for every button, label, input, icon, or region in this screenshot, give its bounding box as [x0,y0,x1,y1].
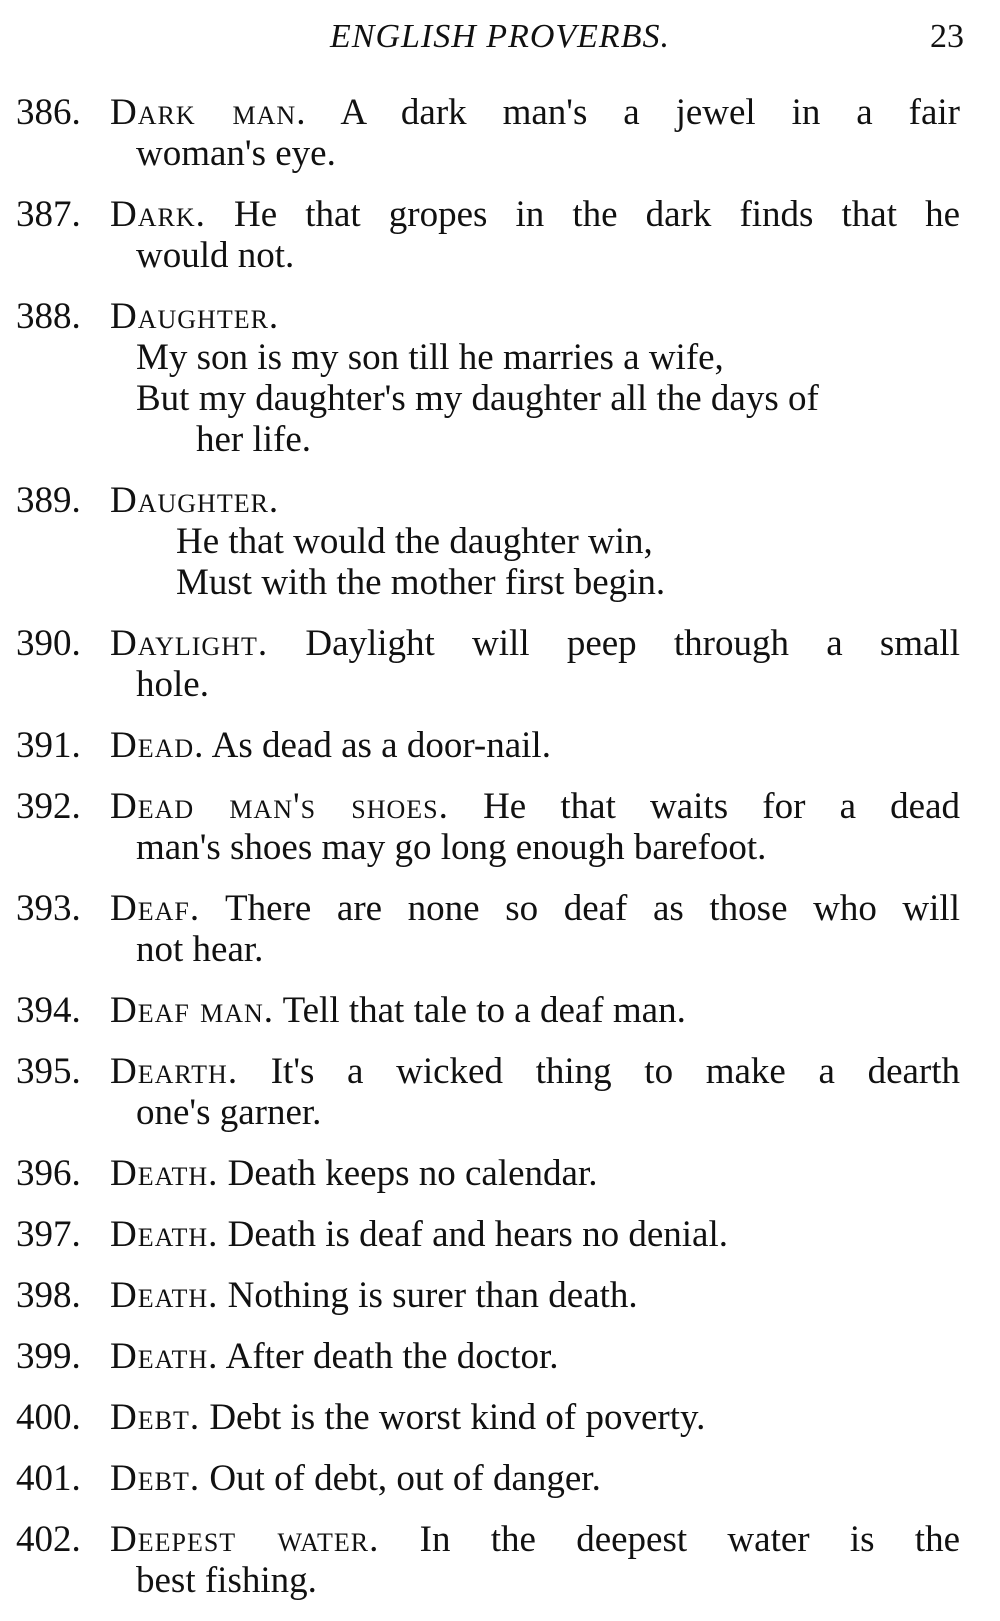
entry-first-line [110,1519,960,1560]
entry-text: After death the doctor. [225,1336,559,1377]
verse-line: her life. [196,419,312,460]
entry-keyword: Dearth. [110,1051,239,1092]
entry-keyword: Death. [110,1336,219,1377]
entry-keyword: Death. [110,1275,219,1316]
running-header [0,14,1000,64]
entry-keyword: Debt. [110,1458,201,1499]
proverb-entry [0,1397,1000,1438]
entry-number: 400. [16,1397,81,1438]
entry-text: He that waits for a dead [483,786,961,827]
entry-first-line [110,1214,960,1255]
page-number: 23 [930,18,964,55]
proverb-entry [0,1051,1000,1133]
entry-keyword: Daughter. [110,480,280,521]
entry-continuation: not hear. [136,929,264,970]
entry-number: 392. [16,786,81,827]
entry-first-line [110,725,960,766]
entry-keyword: Dark man. [110,92,307,133]
proverb-entry [0,1336,1000,1377]
entry-text: Debt is the worst kind of poverty. [209,1397,706,1438]
entry-number: 386. [16,92,81,133]
proverb-entry [0,1458,1000,1499]
entry-number: 398. [16,1275,81,1316]
entry-number: 399. [16,1336,81,1377]
verse-line: He that would the daughter win, [176,521,653,562]
entry-continuation: would not. [136,235,295,276]
proverb-entry [0,92,1000,174]
entry-first-line [110,1051,960,1092]
entry-number: 387. [16,194,81,235]
entry-keyword: Death. [110,1153,219,1194]
entry-number: 397. [16,1214,81,1255]
entry-keyword: Daylight. [110,623,269,664]
entry-text: Death keeps no calendar. [227,1153,598,1194]
entry-text: Nothing is surer than death. [227,1275,638,1316]
entry-text: Out of debt, out of danger. [209,1458,601,1499]
entry-number: 389. [16,480,81,521]
entry-number: 401. [16,1458,81,1499]
proverb-entry [0,1275,1000,1316]
proverb-entry [0,786,1000,868]
entry-first-line [110,194,960,235]
entry-first-line [110,296,960,337]
proverb-entry [0,1214,1000,1255]
entry-first-line [110,480,960,521]
entry-first-line [110,92,960,133]
entry-number: 395. [16,1051,81,1092]
entry-keyword: Deaf man. [110,990,275,1031]
verse-line: Must with the mother first begin. [176,562,666,603]
entry-keyword: Daughter. [110,296,280,337]
entry-continuation: man's shoes may go long enough barefoot. [136,827,767,868]
entry-keyword: Deepest water. [110,1519,380,1560]
entry-text: In the deepest water is the [419,1519,961,1560]
entry-text: He that gropes in the dark finds that he [233,194,961,235]
proverb-list [0,92,1000,1621]
entry-keyword: Death. [110,1214,219,1255]
proverb-entry [0,725,1000,766]
entry-first-line [110,1397,960,1438]
entry-first-line [110,990,960,1031]
entry-first-line [110,1458,960,1499]
proverb-entry [0,623,1000,705]
verse-line: My son is my son till he marries a wife, [136,337,724,378]
entry-first-line [110,888,960,929]
entry-number: 396. [16,1153,81,1194]
entry-number: 390. [16,623,81,664]
entry-text: Tell that tale to a deaf man. [282,990,686,1031]
proverb-entry [0,1153,1000,1194]
entry-number: 402. [16,1519,81,1560]
entry-continuation: hole. [136,664,209,705]
proverb-entry [0,990,1000,1031]
entry-number: 388. [16,296,81,337]
entry-number: 394. [16,990,81,1031]
entry-continuation: woman's eye. [136,133,336,174]
running-title: ENGLISH PROVERBS. [330,18,670,55]
proverb-entry [0,1519,1000,1601]
entry-keyword: Dead. [110,725,205,766]
entry-text: Daylight will peep through a small [305,623,960,664]
entry-continuation: one's garner. [136,1092,322,1133]
entry-continuation: best fishing. [136,1560,317,1601]
entry-keyword: Debt. [110,1397,201,1438]
entry-keyword: Dark. [110,194,206,235]
entry-keyword: Dead man's shoes. [110,786,449,827]
entry-text: Death is deaf and hears no denial. [227,1214,728,1255]
entry-number: 393. [16,888,81,929]
entry-keyword: Deaf. [110,888,201,929]
proverb-entry [0,480,1000,603]
entry-first-line [110,1275,960,1316]
entry-first-line [110,1336,960,1377]
proverb-entry [0,194,1000,276]
entry-first-line [110,1153,960,1194]
entry-number: 391. [16,725,81,766]
entry-first-line [110,786,960,827]
entry-first-line [110,623,960,664]
entry-text: A dark man's a jewel in a fair [340,92,960,133]
entry-text: There are none so deaf as those who will [225,888,960,929]
verse-line: But my daughter's my daughter all the days of [136,378,819,419]
proverb-entry [0,888,1000,970]
entry-text: It's a wicked thing to make a dearth [270,1051,961,1092]
entry-text: As dead as a door-nail. [211,725,551,766]
proverb-entry [0,296,1000,460]
